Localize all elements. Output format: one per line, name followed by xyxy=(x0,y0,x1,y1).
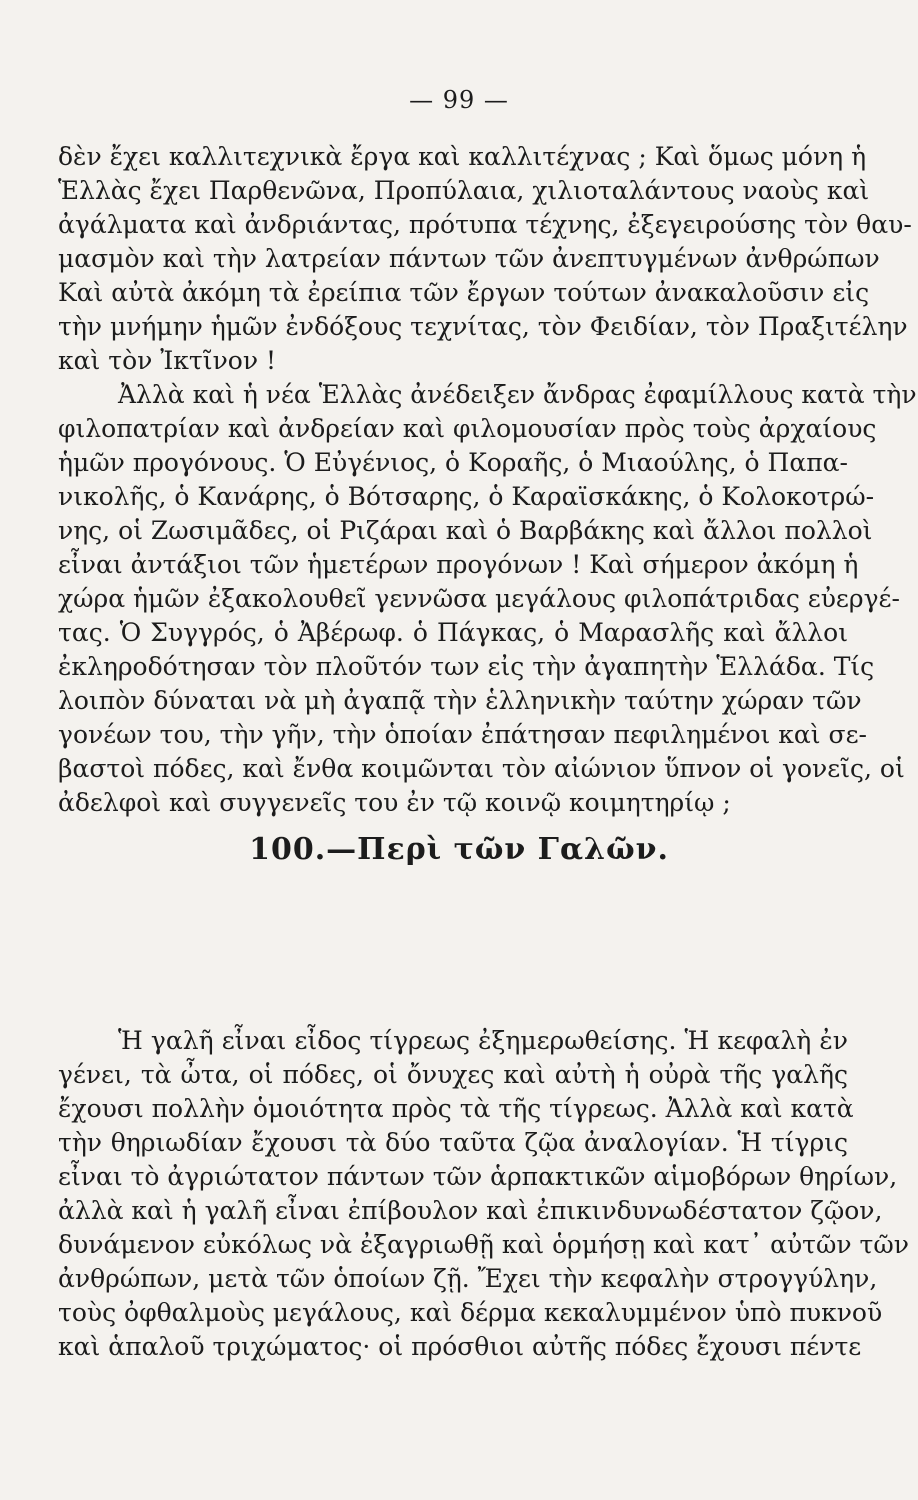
text-line: γένει, τὰ ὦτα, οἱ πόδες, οἱ ὄνυχες καὶ αὐτὴ ἡ οὐρὰ τῆς γαλῆς xyxy=(58,1060,848,1089)
text-line: δὲν ἔχει καλλιτεχνικὰ ἔργα καὶ καλλιτέχνας ; Καὶ ὅμως μόνη ἡ xyxy=(58,142,867,171)
text-line: ἀδελφοὶ καὶ συγγενεῖς του ἐν τῷ κοινῷ κοιμητηρίῳ ; xyxy=(58,788,731,817)
text-line: Ἑλλὰς ἔχει Παρθενῶνα, Προπύλαια, χιλιοταλάντους ναοὺς καὶ xyxy=(58,176,870,205)
text-line: μασμὸν καὶ τὴν λατρείαν πάντων τῶν ἀνεπτυγμένων ἀνθρώπων xyxy=(58,244,880,273)
text-line: Ἀλλὰ καὶ ἡ νέα Ἑλλὰς ἀνέδειξεν ἄνδρας ἐφαμίλλους κατὰ τὴν xyxy=(118,380,917,409)
text-line: Ἡ γαλῆ εἶναι εἶδος τίγρεως ἐξημερωθείσης. Ἡ κεφαλὴ ἐν xyxy=(118,1026,848,1055)
text-line: ἔχουσι πολλὴν ὁμοιότητα πρὸς τὰ τῆς τίγρεως. Ἀλλὰ καὶ κατὰ xyxy=(58,1094,854,1123)
text-line: χώρα ἡμῶν ἐξακολουθεῖ γεννῶσα μεγάλους φιλοπάτριδας εὐεργέ- xyxy=(58,584,900,613)
text-line: ἐκληροδότησαν τὸν πλοῦτόν των εἰς τὴν ἀγαπητὴν Ἑλλάδα. Τίς xyxy=(58,652,875,681)
text-line: ἀλλὰ καὶ ἡ γαλῆ εἶναι ἐπίβουλον καὶ ἐπικινδυνωδέστατον ζῷον, xyxy=(58,1196,883,1225)
text-line: τὴν μνήμην ἡμῶν ἐνδόξους τεχνίτας, τὸν Φειδίαν, τὸν Πραξιτέλην xyxy=(58,312,908,341)
text-line: νης, οἱ Ζωσιμᾶδες, οἱ Ριζάραι καὶ ὁ Βαρβάκης καὶ ἄλλοι πολλοὶ xyxy=(58,516,873,545)
text-line: φιλοπατρίαν καὶ ἀνδρείαν καὶ φιλομουσίαν πρὸς τοὺς ἀρχαίους xyxy=(58,414,877,443)
section-heading: 100.—Περὶ τῶν Γαλῶν. xyxy=(249,832,669,867)
text-line: ἡμῶν προγόνους. Ὁ Εὐγένιος, ὁ Κοραῆς, ὁ Μιαούλης, ὁ Παπα- xyxy=(58,448,848,477)
text-line: τας. Ὁ Συγγρός, ὁ Ἀβέρωφ. ὁ Πάγκας, ὁ Μαρασλῆς καὶ ἄλλοι xyxy=(58,618,848,647)
text-line: λοιπὸν δύναται νὰ μὴ ἀγαπᾷ τὴν ἑλληνικὴν ταύτην χώραν τῶν xyxy=(58,686,862,715)
text-line: εἶναι τὸ ἀγριώτατον πάντων τῶν ἁρπακτικῶν αἱμοβόρων θηρίων, xyxy=(58,1162,898,1191)
text-line: καὶ τὸν Ἰκτῖνον ! xyxy=(58,346,277,375)
text-line: Καὶ αὐτὰ ἀκόμη τὰ ἐρείπια τῶν ἔργων τούτων ἀνακαλοῦσιν εἰς xyxy=(58,278,870,307)
text-line: καὶ ἁπαλοῦ τριχώματος· οἱ πρόσθιοι αὐτῆς πόδες ἔχουσι πέντε xyxy=(58,1332,862,1361)
text-line: ἀγάλματα καὶ ἀνδριάντας, πρότυπα τέχνης, ἐξεγειρούσης τὸν θαυ- xyxy=(58,210,912,239)
text-line: νικολῆς, ὁ Κανάρης, ὁ Βότσαρης, ὁ Καραϊσκάκης, ὁ Κολοκοτρώ- xyxy=(58,482,875,511)
text-line: τοὺς ὀφθαλμοὺς μεγάλους, καὶ δέρμα κεκαλυμμένον ὑπὸ πυκνοῦ xyxy=(58,1298,883,1327)
text-line: βαστοὶ πόδες, καὶ ἔνθα κοιμῶνται τὸν αἰώνιον ὕπνον οἱ γονεῖς, οἱ xyxy=(58,754,905,783)
text-line: ἀνθρώπων, μετὰ τῶν ὁποίων ζῇ. Ἔχει τὴν κεφαλὴν στρογγύλην, xyxy=(58,1264,878,1293)
page-number: — 99 — xyxy=(409,86,509,114)
text-line: τὴν θηριωδίαν ἔχουσι τὰ δύο ταῦτα ζῷα ἀναλογίαν. Ἡ τίγρις xyxy=(58,1128,848,1157)
text-line: εἶναι ἀντάξιοι τῶν ἡμετέρων προγόνων ! Καὶ σήμερον ἀκόμη ἡ xyxy=(58,550,859,579)
text-line: δυνάμενον εὐκόλως νὰ ἐξαγριωθῇ καὶ ὁρμήσῃ καὶ κατ᾽ αὐτῶν τῶν xyxy=(58,1230,909,1259)
text-line: γονέων του, τὴν γῆν, τὴν ὁποίαν ἐπάτησαν πεφιλημένοι καὶ σε- xyxy=(58,720,867,749)
